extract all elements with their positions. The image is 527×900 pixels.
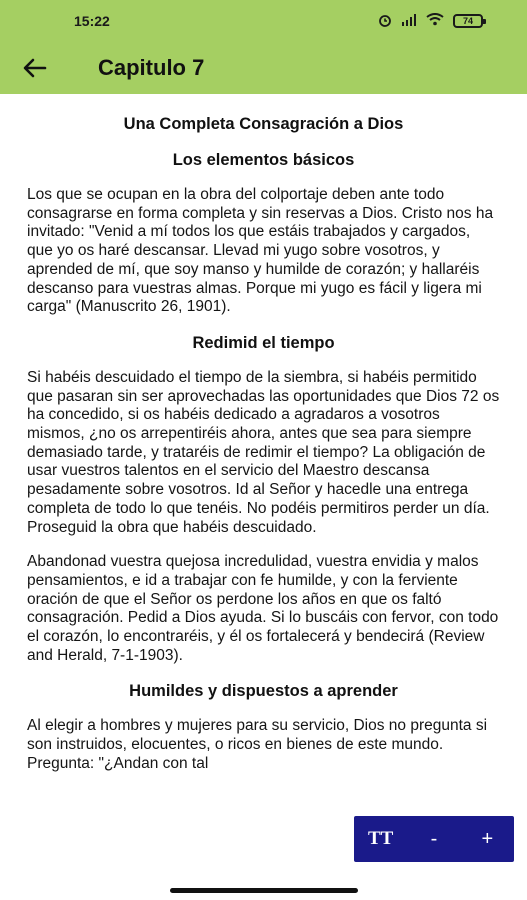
arrow-left-icon (23, 58, 47, 78)
alarm-icon (378, 13, 392, 30)
paragraph: Abandonad vuestra quejosa incredulidad, vuestra envidia y malos pensamientos, e id a trabajar con fe humilde, y con la ferviente oración de que el Señor os perdone los años en que os faltó consagración. Pedid a Dios ayuda. Si lo buscáis con fervor, con todo el corazón, lo encontraréis, y él os fortalecerá y bendecirá (Review and Herald, 7-1-1903). (27, 553, 499, 664)
article-content[interactable] (0, 94, 527, 900)
section-heading: Redimid el tiempo (192, 333, 335, 352)
page-title: Capitulo 7 (98, 55, 205, 80)
home-indicator (170, 888, 358, 893)
status-icons (378, 13, 483, 30)
back-button[interactable] (0, 42, 70, 94)
paragraph: Al elegir a hombres y mujeres para su servicio, Dios no pregunta si son instruidos, elocuentes, o ricos en bienes de este mundo. Pregunta: "¿Andan con tal (27, 717, 488, 772)
font-size-toolbar (354, 816, 514, 862)
section-heading: Los elementos básicos (172, 151, 355, 169)
status-time: 15:22 (74, 13, 110, 29)
battery-icon: 74 (453, 14, 483, 28)
wifi-icon (426, 13, 444, 29)
signal-icon (401, 14, 417, 29)
app-bar (0, 42, 527, 94)
increase-font-button[interactable]: + (481, 827, 494, 850)
text-size-icon[interactable]: TT (367, 828, 394, 849)
paragraph: Si habéis descuidado el tiempo de la siembra, si habéis permitido que pasaran sin ser aprovechadas las oportunidades que Dios 72 os ha concedido, si os habéis dedicado a agradaros a vosotros mismos, ¿no os arrepentiréis ahora, antes que sea para siempre demasiado tarde, y trataréis de redimir el tiempo? La obligación de usar vuestros talentos en el servicio del Maestro descansa pesadamente sobre vosotros. Id al Señor y hacedle una entrega completa de todo lo que tenéis. No podéis permitiros perder un día. Proseguid la obra que habéis descuidado. (27, 368, 500, 536)
decrease-font-button[interactable]: - (430, 827, 438, 850)
paragraph: Los que se ocupan en la obra del colportaje deben ante todo consagrarse en forma completa y sin reservas a Dios. Cristo nos ha invitado: "Venid a mí todos los que estáis trabajados y cargados, que yo os haré descansar. Llevad mi yugo sobre vosotros, y aprended de mí, que soy manso y humilde de corazón; y hallaréis descanso para vuestras almas. Porque mi yugo es fácil y ligera mi carga" (Manuscrito 26, 1901). (27, 186, 494, 316)
section-heading: Humildes y dispuestos a aprender (129, 682, 398, 701)
article-title: Una Completa Consagración a Dios (123, 115, 404, 133)
status-bar (0, 0, 527, 42)
